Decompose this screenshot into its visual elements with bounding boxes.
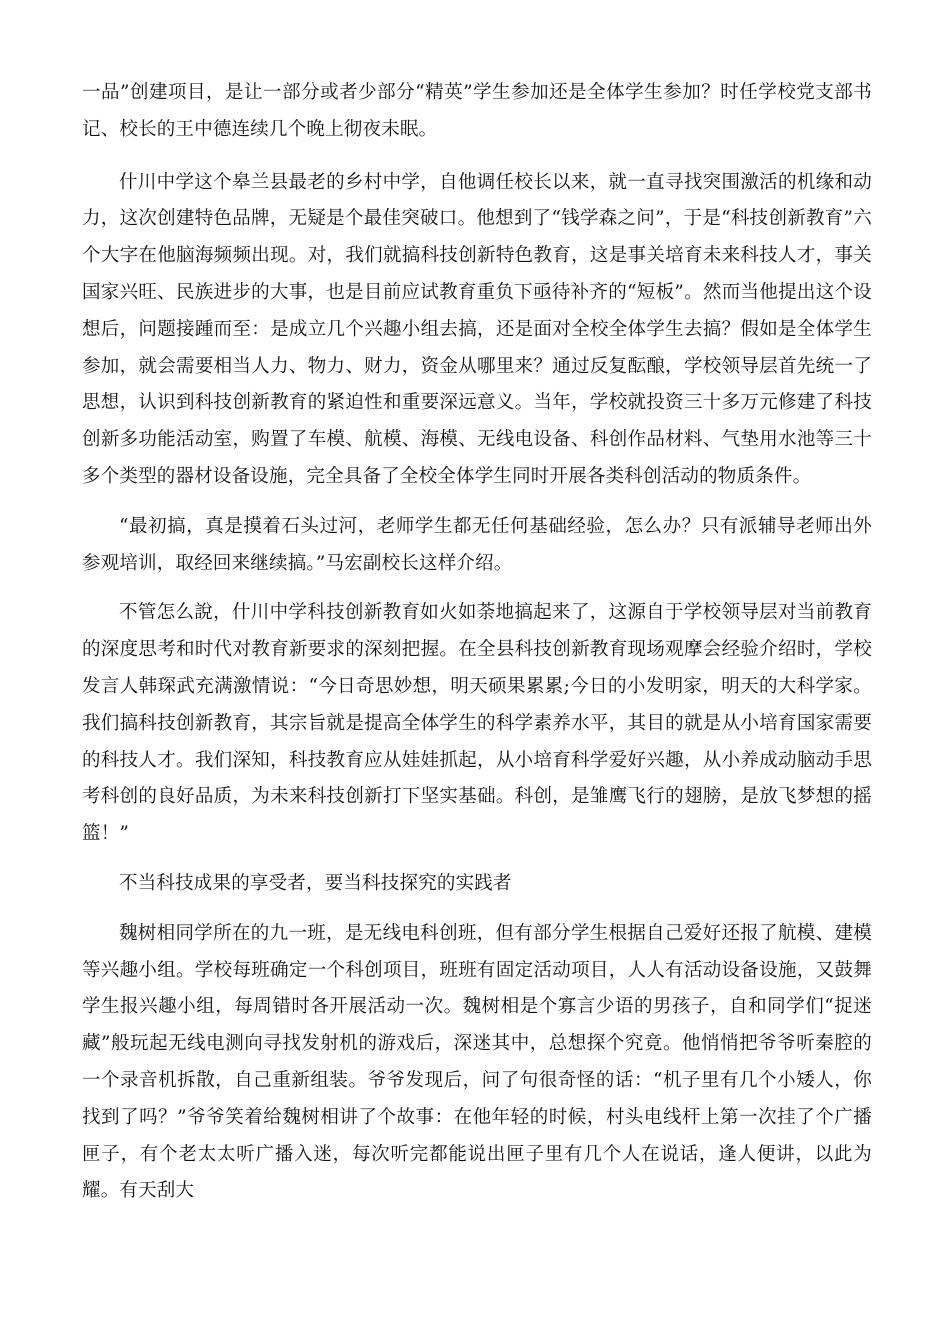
article-body [82, 75, 872, 1210]
paragraph-school-innovation: 什川中学这个皋兰县最老的乡村中学，自他调任校长以来，就一直寻找突围激活的机缘和动力，这次创建特色品牌，无疑是个最佳突破口。他想到了“钱学森之问”，于是“科技创新教育”六个大字在他脑海频频出现。对，我们就搞科技创新特色教育，这是事关培育未来科技人才，事关国家兴旺、民族进步的大事，也是目前应试教育重负下亟待补齐的“短板”。然而当他提出这个设想后，问题接踵而至：是成立几个兴趣小组去搞，还是面对全校全体学生去搞？假如是全体学生参加，就会需要相当人力、物力、财力，资金从哪里来？通过反复酝酿，学校领导层首先统一了思想，认识到科技创新教育的紧迫性和重要深远意义。当年，学校就投资三十多万元修建了科技创新多功能活动室，购置了车模、航模、海模、无线电设备、科创作品材料、气垫用水池等三十多个类型的器材设备设施，完全具备了全校全体学生同时开展各类科创活动的物质条件。 [82, 171, 872, 487]
section-heading: 不当科技成果的享受者，要当科技探究的实践者 [119, 872, 512, 894]
paragraph-education-philosophy: 不管怎么說，什川中学科技创新教育如火如荼地搞起来了，这源自于学校领导层对当前教育的深度思考和时代对教育新要求的深刻把握。在全县科技创新教育现场观摩会经验介绍时，学校发言人韩琛武充满激情说：“今日奇思妙想，明天硕果累累;今日的小发明家，明天的大科学家。我们搞科技创新教育，其宗旨就是提高全体学生的科学素养水平，其目的就是从小培育国家需要的科技人才。我们深知，科技教育应从娃娃抓起，从小培育科学爱好兴趣，从小养成动脑动手思考科创的良好品质，为未来科技创新打下坚实基础。科创，是雏鹰飞行的翅膀，是放飞梦想的摇篮！” [82, 602, 872, 845]
paragraph-quote-ma-hong: “最初搞，真是摸着石头过河，老师学生都无任何基础经验，怎么办？只有派辅导老师出外参观培训，取经回来继续搞。”马宏副校长这样介绍。 [82, 515, 872, 574]
paragraph-wei-shuxiang: 魏树相同学所在的九一班，是无线电科创班，但有部分学生根据自己爱好还报了航模、建模等兴趣小组。学校每班确定一个科创项目，班班有固定活动项目，人人有活动设备设施，又鼓舞学生报兴趣小组，每周错时各开展活动一次。魏树相是个寡言少语的男孩子，自和同学们“捉迷藏”般玩起无线电测向寻找发射机的游戏后，深迷其中，总想探个究竟。他悄悄把爷爷听秦腔的一个录音机拆散，自己重新组装。爷爷发现后，问了句很奇怪的话：“机子里有几个小矮人，你找到了吗？”爷爷笑着给魏树相讲了个故事：在他年轻的时候，村头电线杆上第一次挂了个广播匣子，有个老太太听广播入迷，每次听完都能说出匣子里有几个人在说话，逢人便讲，以此为耀。有天刮大 [82, 922, 872, 1202]
paragraph-continuation: 一品”创建项目，是让一部分或者少部分“精英”学生参加还是全体学生参加？时任学校党支部书记、校长的王中德连续几个晚上彻夜未眠。 [82, 82, 872, 140]
